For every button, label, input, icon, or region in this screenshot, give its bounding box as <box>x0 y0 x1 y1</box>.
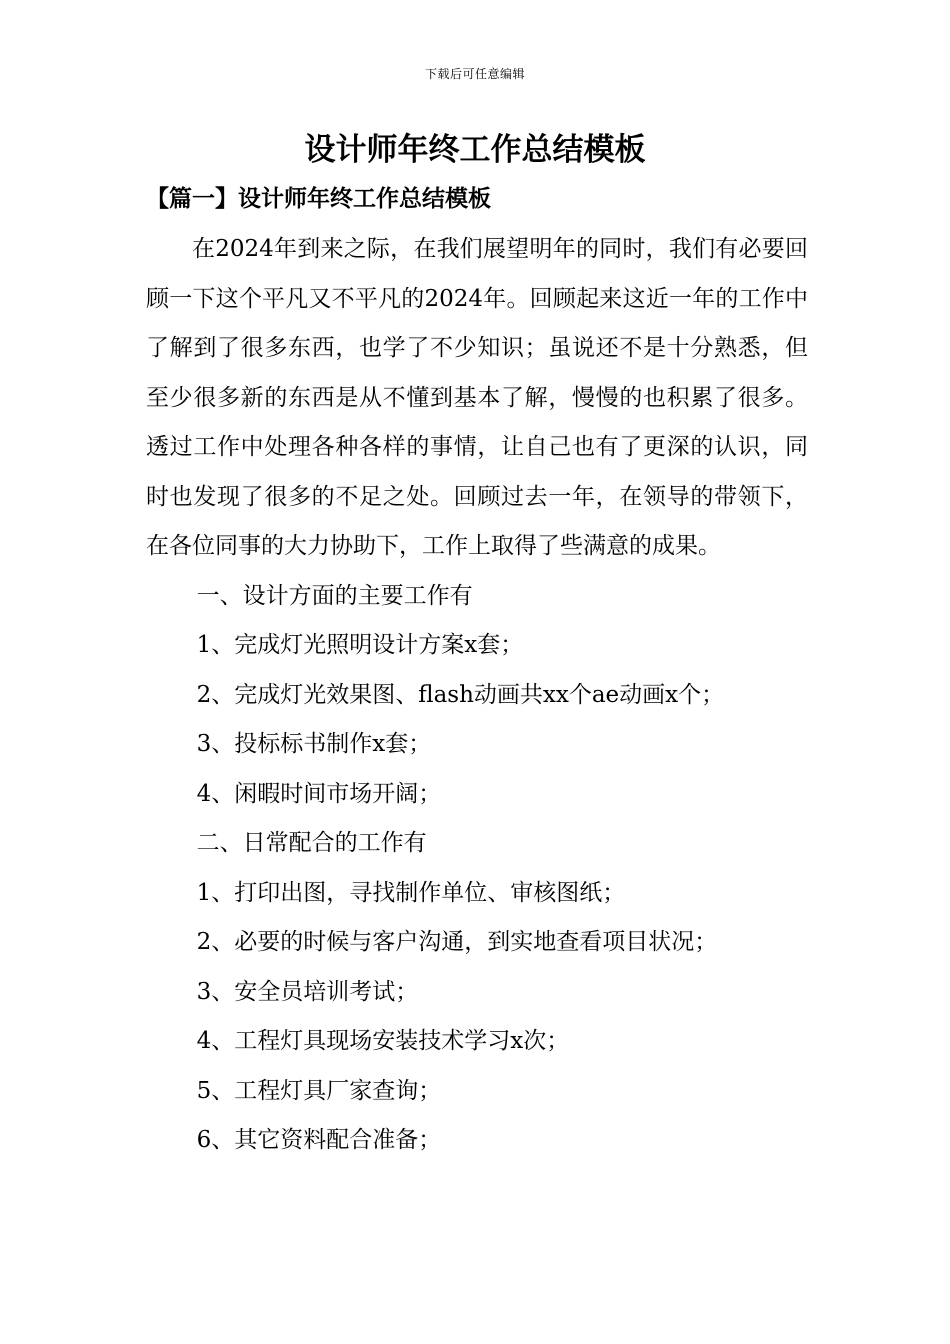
intro-paragraph: 在2024年到来之际，在我们展望明年的同时，我们有必要回顾一下这个平凡又不平凡的2024年。回顾起来这近一年的工作中了解到了很多东西，也学了不少知识；虽说还不是十分熟悉，但至少很多新的东西是从不懂到基本了解，慢慢的也积累了很多。透过工作中处理各种各样的事情，让自己也有了更深的认识，同时也发现了很多的不足之处。回顾过去一年，在领导的带领下，在各位同事的大力协助下，工作上取得了些满意的成果。 <box>146 236 808 559</box>
list-item: 5、工程灯具厂家查询； <box>196 1077 442 1104</box>
list-item: 1、完成灯光照明设计方案x套； <box>196 632 524 658</box>
list-item: 2、完成灯光效果图、flash动画共xx个ae动画x个； <box>196 681 725 708</box>
design-work-heading: 一、设计方面的主要工作有 <box>196 582 473 609</box>
section-heading: 【篇一】设计师年终工作总结模板 <box>146 185 491 212</box>
download-note: 下载后可任意编辑 <box>424 67 525 81</box>
list-item: 1、打印出图，寻找制作单位、审核图纸； <box>196 879 626 906</box>
document-body <box>146 225 808 1166</box>
list-item: 6、其它资料配合准备； <box>196 1127 442 1153</box>
list-item: 4、工程灯具现场安装技术学习x次； <box>196 1028 570 1054</box>
list-item: 3、投标标书制作x套； <box>196 731 432 757</box>
list-item: 2、必要的时候与客户沟通，到实地查看项目状况； <box>196 929 718 955</box>
list-item: 4、闲暇时间市场开阔； <box>196 780 442 807</box>
list-item: 3、安全员培训考试； <box>196 978 419 1005</box>
daily-work-heading: 二、日常配合的工作有 <box>196 830 427 856</box>
document-title: 设计师年终工作总结模板 <box>304 132 646 168</box>
